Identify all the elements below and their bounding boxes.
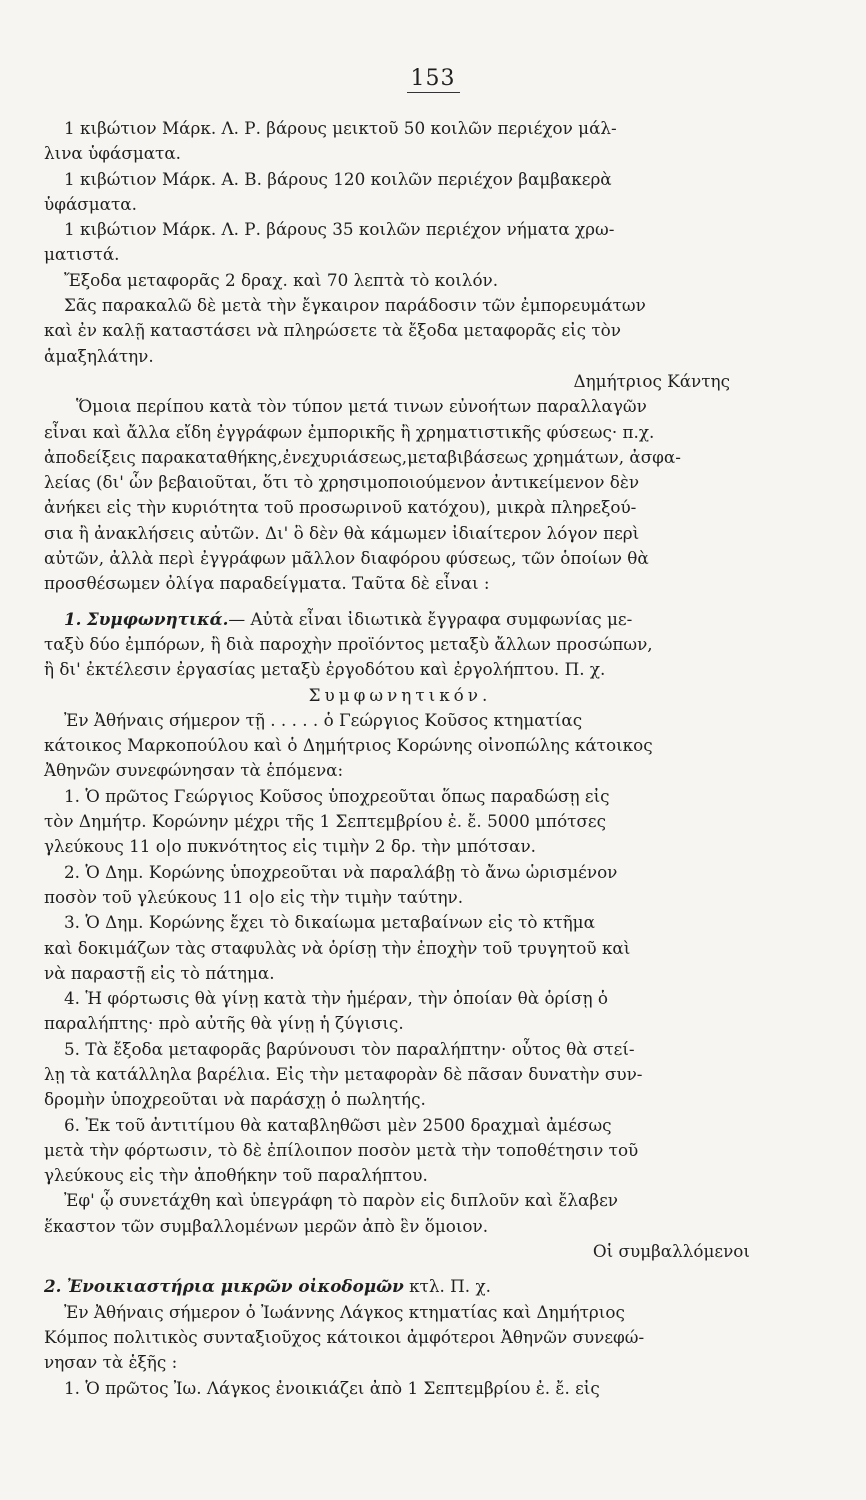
text-line: παραλήπτης· πρὸ αὐτῆς θὰ γίνῃ ἡ ζύγισις. (44, 1013, 404, 1034)
text-line: δρομὴν ὑποχρεοῦται νὰ παράσχῃ ὁ πωλητής. (44, 1089, 426, 1110)
text-line: Ἐν Ἀθήναις σήμερον τῇ . . . . . ὁ Γεώργιος Κοῦσος κτηματίας (64, 709, 583, 730)
text-line: νησαν τὰ ἑξῆς : (44, 1352, 178, 1373)
text-line: 1 κιβώτιον Μάρκ. Λ. Ρ. βάρους 35 κοιλῶν περιέχον νήματα χρω- (64, 219, 615, 240)
text-line: 2. Ὁ Δημ. Κορώνης ὑποχρεοῦται νὰ παραλάβῃ τὸ ἄνω ὡρισμένον (64, 861, 618, 882)
text-line: μετὰ τὴν φόρτωσιν, τὸ δὲ ἐπίλοιπον ποσὸν μετὰ τὴν τοποθέτησιν τοῦ (44, 1139, 639, 1160)
text-line: Ἔξοδα μεταφορᾶς 2 δραχ. καὶ 70 λεπτὰ τὸ κοιλόν. (64, 269, 499, 290)
section-heading-text: — Αὐτὰ εἶναι ἰδιωτικὰ ἔγγραφα συμφωνίας με- (228, 608, 633, 629)
text-line: ματιστά. (44, 244, 120, 265)
text-line: ταξὺ δύο ἐμπόρων, ἢ διὰ παροχὴν προϊόντος μεταξὺ ἄλλων προσώπων, (44, 633, 653, 654)
section-heading-2 (44, 1274, 756, 1299)
signature-line: Οἱ συμβαλλόμενοι (592, 1241, 750, 1262)
text-line: γλεύκους εἰς τὴν ἀποθήκην τοῦ παραλήπτου. (44, 1165, 428, 1186)
text-line: 4. Ἡ φόρτωσις θὰ γίνῃ κατὰ τὴν ἡμέραν, τὴν ὁποίαν θὰ ὁρίσῃ ὁ (64, 988, 608, 1009)
section-number: 2. (44, 1276, 62, 1297)
text-line: ἀνήκει εἰς τὴν κυριότητα τοῦ προσωρινοῦ κατόχου), μικρὰ πληρεξού- (44, 497, 637, 518)
text-line: νὰ παραστῇ εἰς τὸ πάτημα. (44, 962, 275, 983)
text-line: προσθέσωμεν ὀλίγα παραδείγματα. Ταῦτα δὲ εἶναι : (44, 573, 490, 594)
text-line: αὐτῶν, ἀλλὰ περὶ ἐγγράφων μᾶλλον διαφόρου φύσεως, τῶν ὁποίων θὰ (44, 548, 649, 569)
spacer (44, 1264, 756, 1274)
document-heading: Συμφωνητικόν. (308, 684, 492, 705)
text-line: Ἀθηνῶν συνεφώνησαν τὰ ἑπόμενα: (44, 760, 344, 781)
text-line: 1 κιβώτιον Μάρκ. Λ. Ρ. βάρους μεικτοῦ 50 κοιλῶν περιέχον μάλ- (64, 118, 617, 138)
text-line: 6. Ἐκ τοῦ ἀντιτίμου θὰ καταβληθῶσι μὲν 2500 δραχμαὶ ἀμέσως (64, 1114, 612, 1135)
text-line: ὑφάσματα. (44, 193, 137, 214)
section-title: Ἐνοικιαστήρια μικρῶν οἰκοδομῶν (66, 1276, 404, 1297)
text-line: 1. Ὁ πρῶτος Γεώργιος Κοῦσος ὑποχρεοῦται ὅπως παραδώσῃ εἰς (64, 785, 610, 806)
text-line: εἶναι καὶ ἄλλα εἴδη ἐγγράφων ἐμπορικῆς ἢ χρηματιστικῆς φύσεως· π.χ. (44, 421, 655, 442)
text-line: 3. Ὁ Δημ. Κορώνης ἔχει τὸ δικαίωμα μεταβαίνων εἰς τὸ κτῆμα (64, 912, 595, 933)
section-heading-text: κτλ. Π. χ. (403, 1276, 491, 1297)
section-number: 1. (64, 608, 82, 629)
text-line: ἕκαστον τῶν συμβαλλομένων μερῶν ἀπὸ ἓν ὅμοιον. (44, 1215, 489, 1236)
text-line: Ὅμοια περίπου κατὰ τὸν τύπον μετά τινων εὐνοήτων παραλλαγῶν (76, 396, 647, 417)
text-line: κάτοικος Μαρκοπούλου καὶ ὁ Δημήτριος Κορώνης οἰνοπώλης κάτοικος (44, 735, 653, 756)
text-line: Σᾶς παρακαλῶ δὲ μετὰ τὴν ἔγκαιρον παράδοσιν τῶν ἐμπορευμάτων (64, 295, 646, 316)
text-line: καὶ ἐν καλῇ καταστάσει νὰ πληρώσετε τὰ ἔξοδα μεταφορᾶς εἰς τὸν (44, 320, 621, 341)
text-line: λινα ὑφάσματα. (44, 143, 182, 164)
text-line: 5. Τὰ ἔξοδα μεταφορᾶς βαρύνουσι τὸν παραλήπτην· οὗτος θὰ στεί- (64, 1038, 635, 1059)
text-line: λῃ τὰ κατάλληλα βαρέλια. Εἰς τὴν μεταφορὰν δὲ πᾶσαν δυνατὴν συν- (44, 1063, 643, 1084)
section-heading-1 (44, 607, 756, 632)
text-line: καὶ δοκιμάζων τὰς σταφυλὰς νὰ ὁρίσῃ τὴν ἐποχὴν τοῦ τρυγητοῦ καὶ (44, 937, 631, 958)
section-title: Συμφωνητικά. (86, 608, 229, 629)
text-line: τὸν Δημήτρ. Κορώνην μέχρι τῆς 1 Σεπτεμβρίου ἐ. ἔ. 5000 μπότσες (44, 811, 606, 832)
text-line: ἢ δι' ἐκτέλεσιν ἐργασίας μεταξὺ ἐργοδότου καὶ ἐργολήπτου. Π. χ. (44, 659, 606, 680)
body-text (44, 116, 756, 1401)
text-line: γλεύκους 11 ο|ο πυκνότητος εἰς τιμὴν 2 δρ. τὴν μπότσαν. (44, 836, 536, 857)
text-line: Ἐφ' ᾧ συνετάχθη καὶ ὑπεγράφη τὸ παρὸν εἰς διπλοῦν καὶ ἔλαβεν (64, 1190, 618, 1211)
text-line: σια ἢ ἀνακλήσεις αὐτῶν. Δι' ὃ δὲν θὰ κάμωμεν ἰδιαίτερον λόγον περὶ (44, 522, 640, 543)
signature-line: Δημήτριος Κάντης (573, 370, 730, 391)
text-line: λείας (δι' ὧν βεβαιοῦται, ὅτι τὸ χρησιμοποιούμενον ἀντικείμενον δὲν (44, 472, 640, 493)
text-line: ποσὸν τοῦ γλεύκους 11 ο|ο εἰς τὴν τιμὴν ταύτην. (44, 886, 464, 907)
text-line: 1. Ὁ πρῶτος Ἰω. Λάγκος ἐνοικιάζει ἀπὸ 1 Σεπτεμβρίου ἐ. ἔ. εἰς (64, 1377, 600, 1398)
text-line: ἁμαξηλάτην. (44, 345, 154, 366)
text-line: 1 κιβώτιον Μάρκ. Α. Β. βάρους 120 κοιλῶν περιέχον βαμβακερὰ (64, 168, 612, 189)
text-line: ἀποδείξεις παρακαταθήκης,ἐνεχυριάσεως,μεταβιβάσεως χρημάτων, ἀσφα- (44, 446, 681, 467)
spacer (44, 597, 756, 607)
page-number: 153 (0, 66, 866, 91)
text-line: Ἐν Ἀθήναις σήμερον ὁ Ἰωάννης Λάγκος κτηματίας καὶ Δημήτριος (64, 1301, 625, 1322)
text-line: Κόμπος πολιτικὸς συνταξιοῦχος κάτοικοι ἀμφότεροι Ἀθηνῶν συνεφώ- (44, 1326, 645, 1347)
